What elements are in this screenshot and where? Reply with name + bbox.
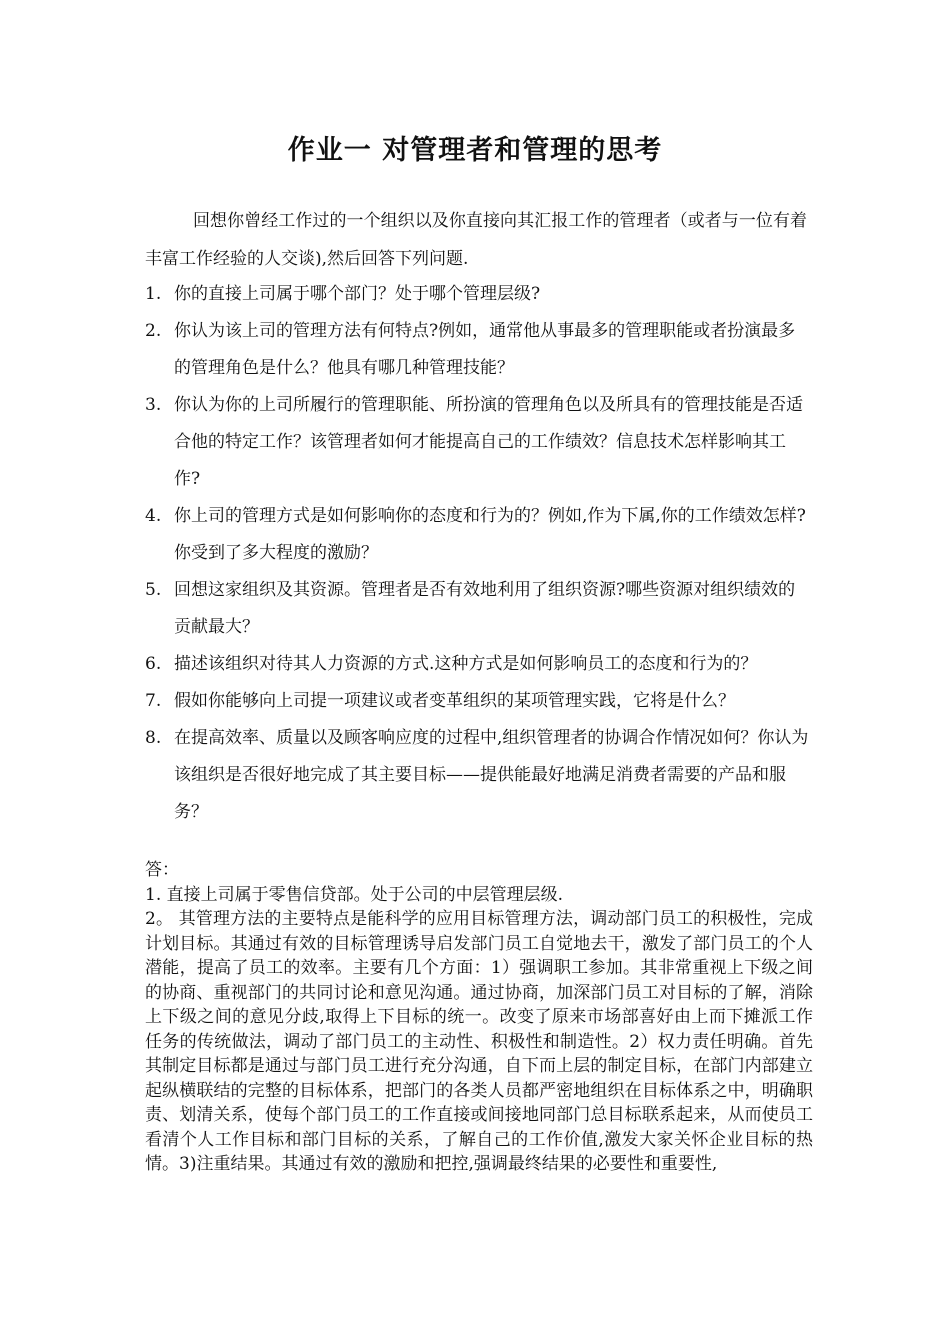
- question-text: 你的直接上司属于哪个部门？处于哪个管理层级?: [174, 284, 541, 304]
- answer-line-2: 2。 其管理方法的主要特点是能科学的应用目标管理方法，调动部门员工的积极性，完成计划目标。其通过有效的目标管理诱导启发部门员工自觉地去干，激发了部门员工的个人潜能，提高了员工的效率。主要有几个方面：1）强调职工参加。其非常重视上下级之间的协商、重视部门的共同讨论和意见沟通。通过协商，加深部门员工对目标的了解，消除上下级之间的意见分歧,取得上下目标的统一。改变了原来市场部喜好由上而下摊派工作任务的传统做法，调动了部门员工的主动性、积极性和制造性。2）权力责任明确。首先其制定目标都是通过与部门员工进行充分沟通，自下而上层的制定目标，在部门内部建立起纵横联结的完整的目标体系，把部门的各类人员都严密地组织在目标体系之中，明确职责、划清关系，使每个部门员工的工作直接或间接地同部门总目标联系起来，从而使员工看清个人工作目标和部门目标的关系，了解自己的工作价值,激发大家关怀企业目标的热情。3)注重结果。其通过有效的激励和把控,强调最终结果的必要性和重要性,: [145, 909, 813, 1174]
- question-number: 7.: [145, 691, 162, 711]
- question-number: 3.: [145, 395, 162, 415]
- question-text: 你上司的管理方式是如何影响你的态度和行为的？例如,作为下属,你的工作绩效怎样?你受到了多大程度的激励？: [174, 506, 806, 563]
- question-list: [145, 276, 810, 831]
- question-number: 2.: [145, 321, 162, 341]
- question-text: 在提高效率、质量以及顾客响应度的过程中,组织管理者的协调合作情况如何？你认为该组织是否很好地完成了其主要目标——提供能最好地满足消费者需要的产品和服务？: [174, 728, 809, 822]
- answer-line-1: 1. 直接上司属于零售信贷部。处于公司的中层管理层级.: [145, 884, 564, 905]
- question-item: [145, 498, 810, 572]
- question-item: [145, 646, 810, 683]
- question-text: 回想这家组织及其资源。管理者是否有效地利用了组织资源?哪些资源对组织绩效的贡献最大？: [174, 580, 796, 637]
- question-number: 1.: [145, 284, 162, 304]
- question-number: 6.: [145, 654, 162, 674]
- question-text: 描述该组织对待其人力资源的方式.这种方式是如何影响员工的态度和行为的？: [174, 654, 758, 674]
- question-text: 你认为你的上司所履行的管理职能、所扮演的管理角色以及所具有的管理技能是否适合他的特定工作？该管理者如何才能提高自己的工作绩效？信息技术怎样影响其工作?: [174, 395, 803, 489]
- page-title: 作业一 对管理者和管理的思考: [287, 135, 663, 166]
- intro-paragraph: 回想你曾经工作过的一个组织以及你直接向其汇报工作的管理者（或者与一位有着丰富工作经验的人交谈),然后回答下列问题.: [145, 211, 807, 269]
- question-item: [145, 313, 810, 387]
- question-item: [145, 683, 810, 720]
- question-number: 5.: [145, 580, 162, 600]
- question-item: [145, 720, 810, 831]
- question-number: 4.: [145, 506, 162, 526]
- question-item: [145, 572, 810, 646]
- question-text: 你认为该上司的管理方法有何特点?例如，通常他从事最多的管理职能或者扮演最多的管理角色是什么？他具有哪几种管理技能？: [174, 321, 796, 378]
- answer-section: [145, 858, 813, 1177]
- question-number: 8.: [145, 728, 162, 748]
- question-item: [145, 387, 810, 498]
- question-item: [145, 276, 810, 313]
- question-text: 假如你能够向上司提一项建议或者变革组织的某项管理实践，它将是什么？: [174, 691, 735, 711]
- answer-label: 答：: [145, 860, 179, 880]
